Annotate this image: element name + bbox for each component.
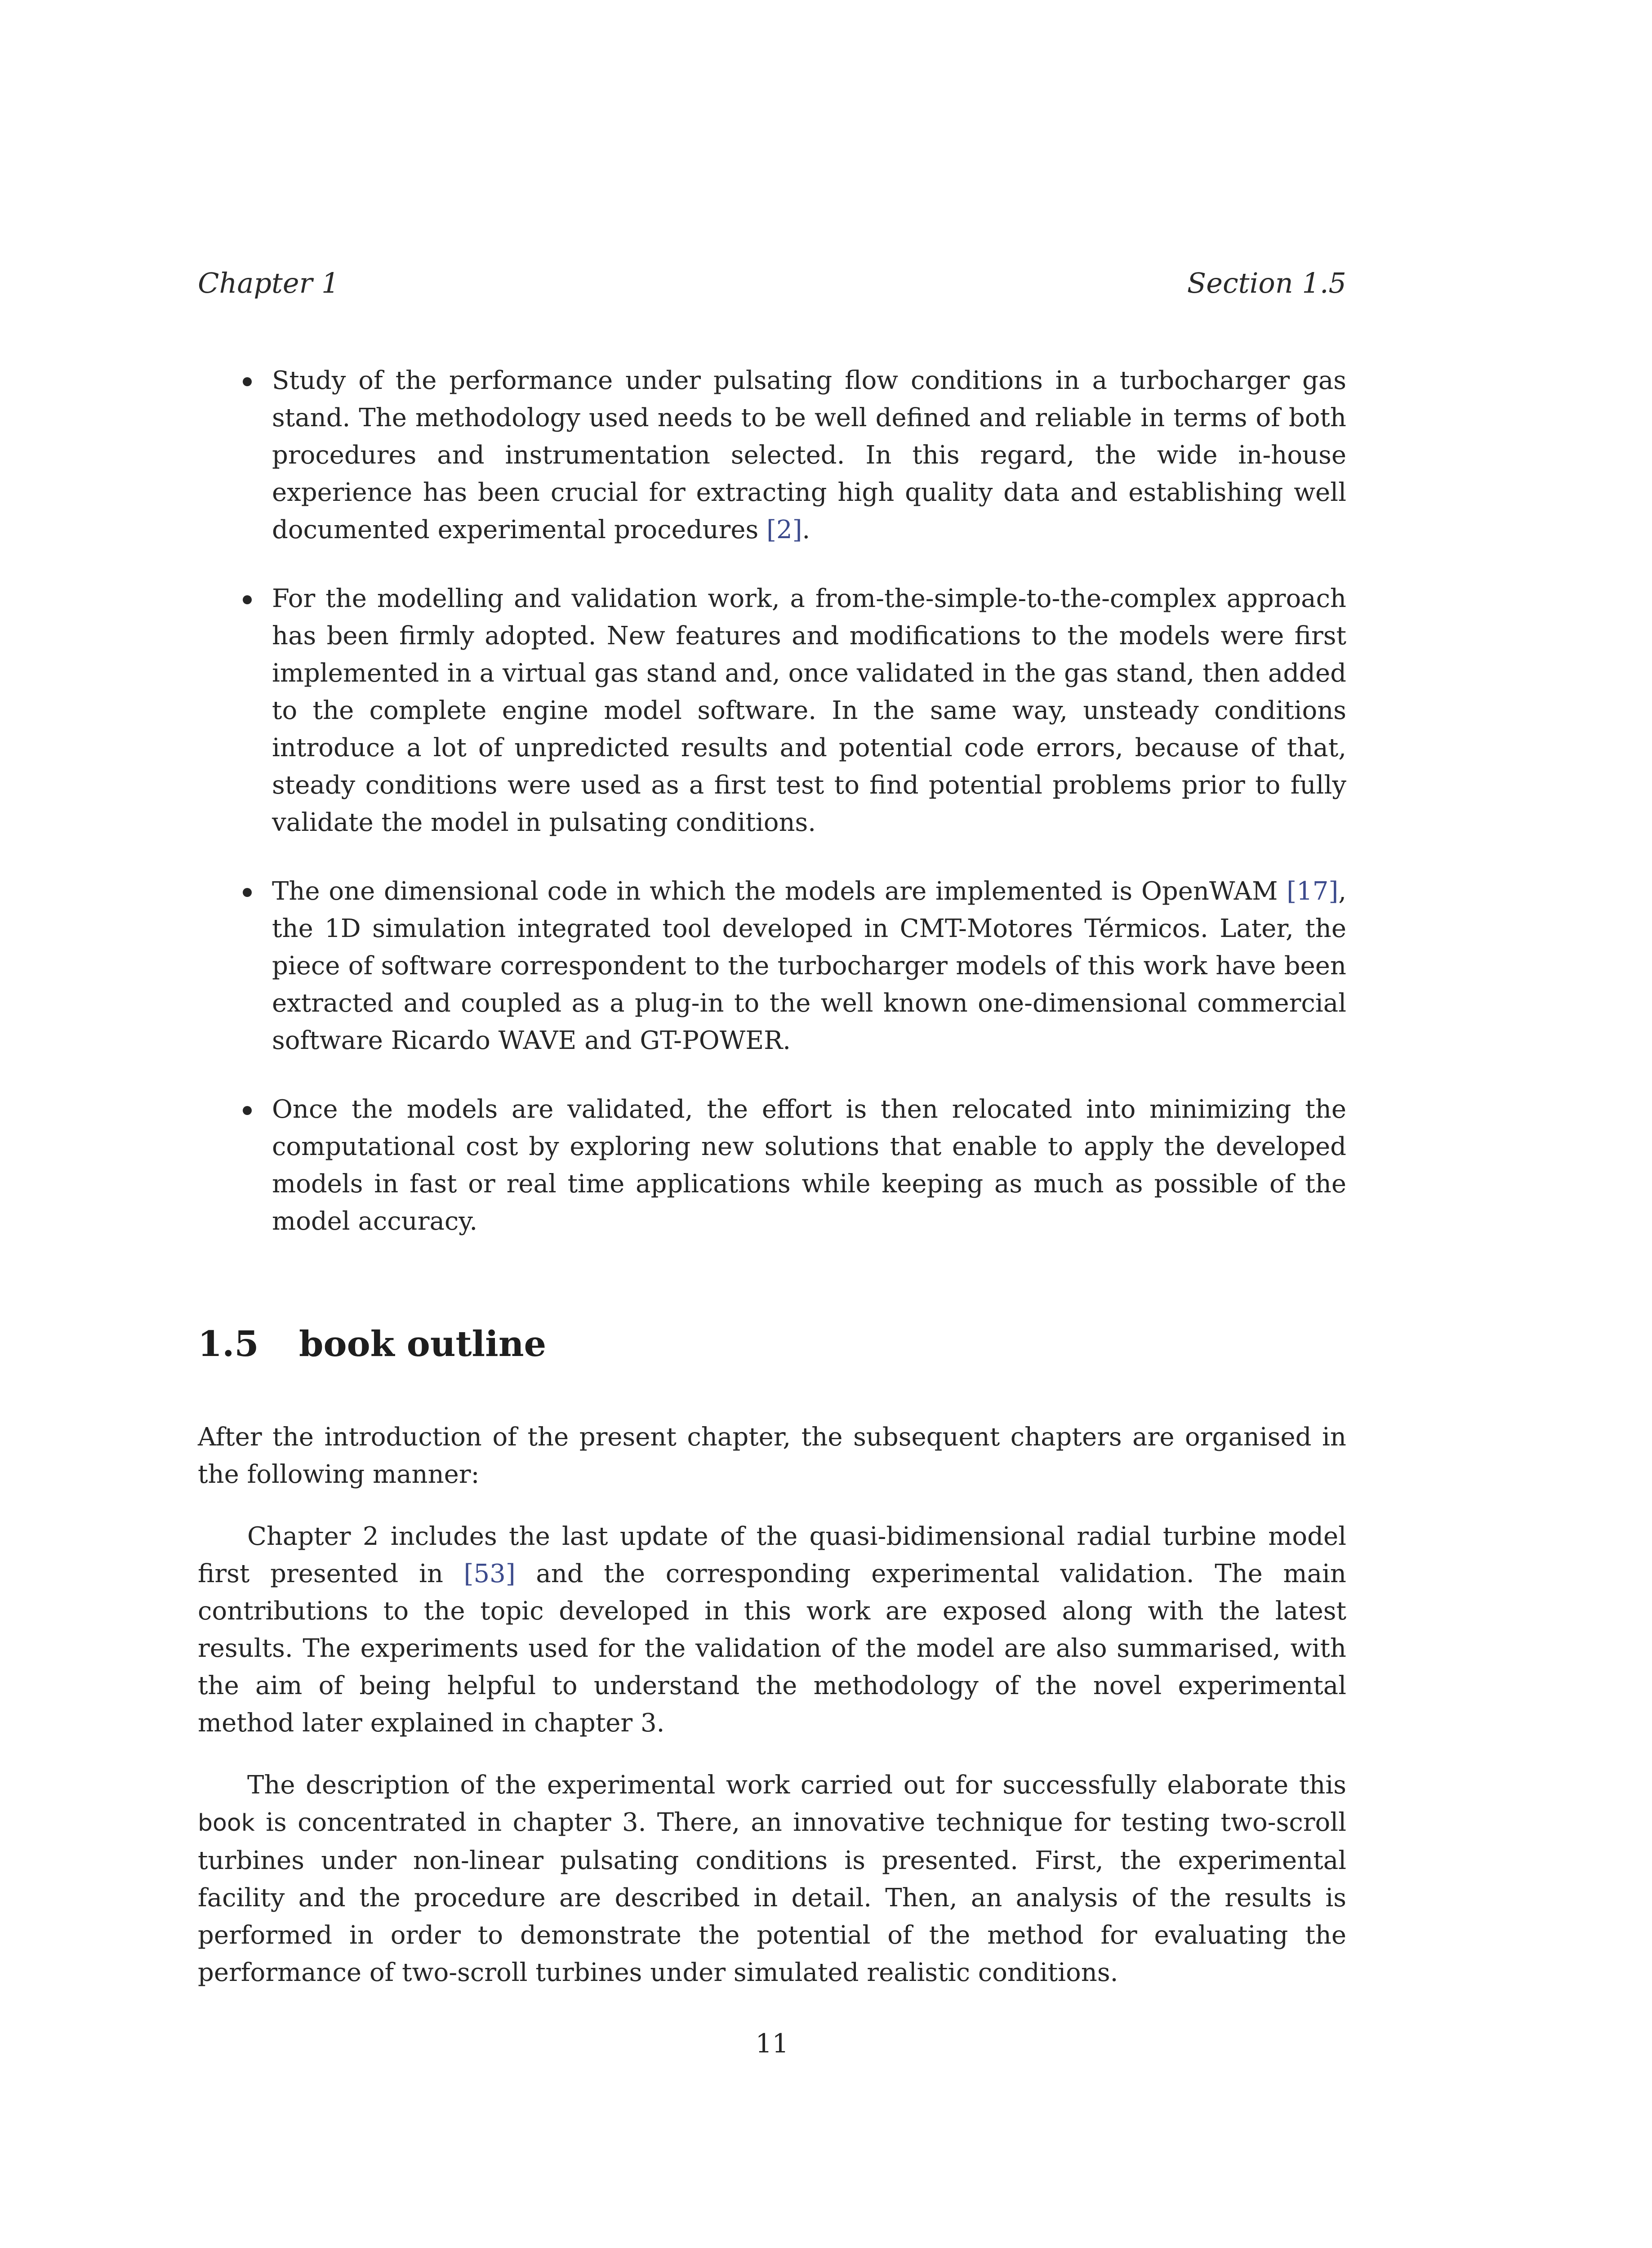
paragraph-text: Chapter 2 includes the last update of the quasi-bidimensional radial turbine model first presented in [198,1522,1346,1588]
paragraph-text: is concentrated in chapter 3. There, an innovative technique for testing two-scroll turbines under non-linear pulsating conditions is presented. First, the experimental facility and the procedure are described in detail. Then, an analysis of the results is performed in order to demonstrate the potential of the method for evaluating the performance of two-scroll turbines under simulated realistic conditions. [198,1808,1346,1987]
bullet-dot-icon [243,595,252,604]
header-chapter: Chapter 1 [198,267,339,299]
bullet-text: For the modelling and validation work, a from-the-simple-to-the-complex approach has been firmly adopted. New features and modifications to the models were first implemented in a virtual gas stand and, once validated in the gas stand, then added to the complete engine model software. In the same way, unsteady conditions introduce a lot of unpredicted results and potential code errors, because of that, steady conditions were used as a first test to find potential problems prior to fully validate the model in pulsating conditions. [272,584,1346,837]
paragraph [198,1518,1346,1742]
paragraph-text: The description of the experimental work carried out for successfully elaborate this [247,1771,1346,1800]
bullet-item [198,580,1346,841]
paragraph-text: and the corresponding experimental validation. The main contributions to the topic developed in this work are exposed along with the latest results. The experiments used for the validation of the model are also summarised, with the aim of being helpful to understand the methodology of the novel experimental method later explained in chapter 3. [198,1559,1347,1738]
running-header [198,263,1346,303]
bullet-dot-icon [243,888,252,897]
body-text [198,1418,1346,2016]
section-title: book outline [299,1324,547,1365]
bullet-item [198,362,1346,549]
bullet-list [198,362,1346,1271]
section-heading [198,1322,1346,1367]
bullet-text: . [802,515,810,544]
section-number: 1.5 [198,1324,259,1365]
page-number: 11 [755,2028,789,2059]
citation-link[interactable]: [17] [1287,877,1339,906]
bullet-text: Study of the performance under pulsating flow conditions in a turbocharger gas stand. The methodology used needs to be well defined and reliable in terms of both procedures and instrumentation selected. In this regard, the wide in-house experience has been crucial for extracting high quality data and establishing well documented experimental procedures [272,366,1346,544]
paragraph [198,1418,1346,1493]
bullet-dot-icon [243,377,252,386]
bullet-item [198,873,1346,1059]
paragraph-keyword: book [198,1810,255,1837]
bullet-dot-icon [243,1106,252,1115]
citation-link[interactable]: [2] [766,515,802,544]
header-section: Section 1.5 [1187,267,1346,299]
bullet-item [198,1091,1346,1240]
paragraph-text: After the introduction of the present chapter, the subsequent chapters are organised in the following manner: [198,1423,1346,1489]
bullet-text: Once the models are validated, the effort is then relocated into minimizing the computational cost by exploring new solutions that enable to apply the developed models in fast or real time applications while keeping as much as possible of the model accuracy. [272,1095,1346,1236]
paragraph [198,1766,1346,1991]
bullet-text: The one dimensional code in which the models are implemented is OpenWAM [272,877,1287,906]
citation-link[interactable]: [53] [463,1559,516,1588]
bullet-text: , the 1D simulation integrated tool developed in CMT-Motores Térmicos. Later, the piece of software correspondent to the turbocharger models of this work have been extracted and coupled as a plug-in to the well known one-dimensional commercial software Ricardo WAVE and GT-POWER. [272,877,1346,1055]
